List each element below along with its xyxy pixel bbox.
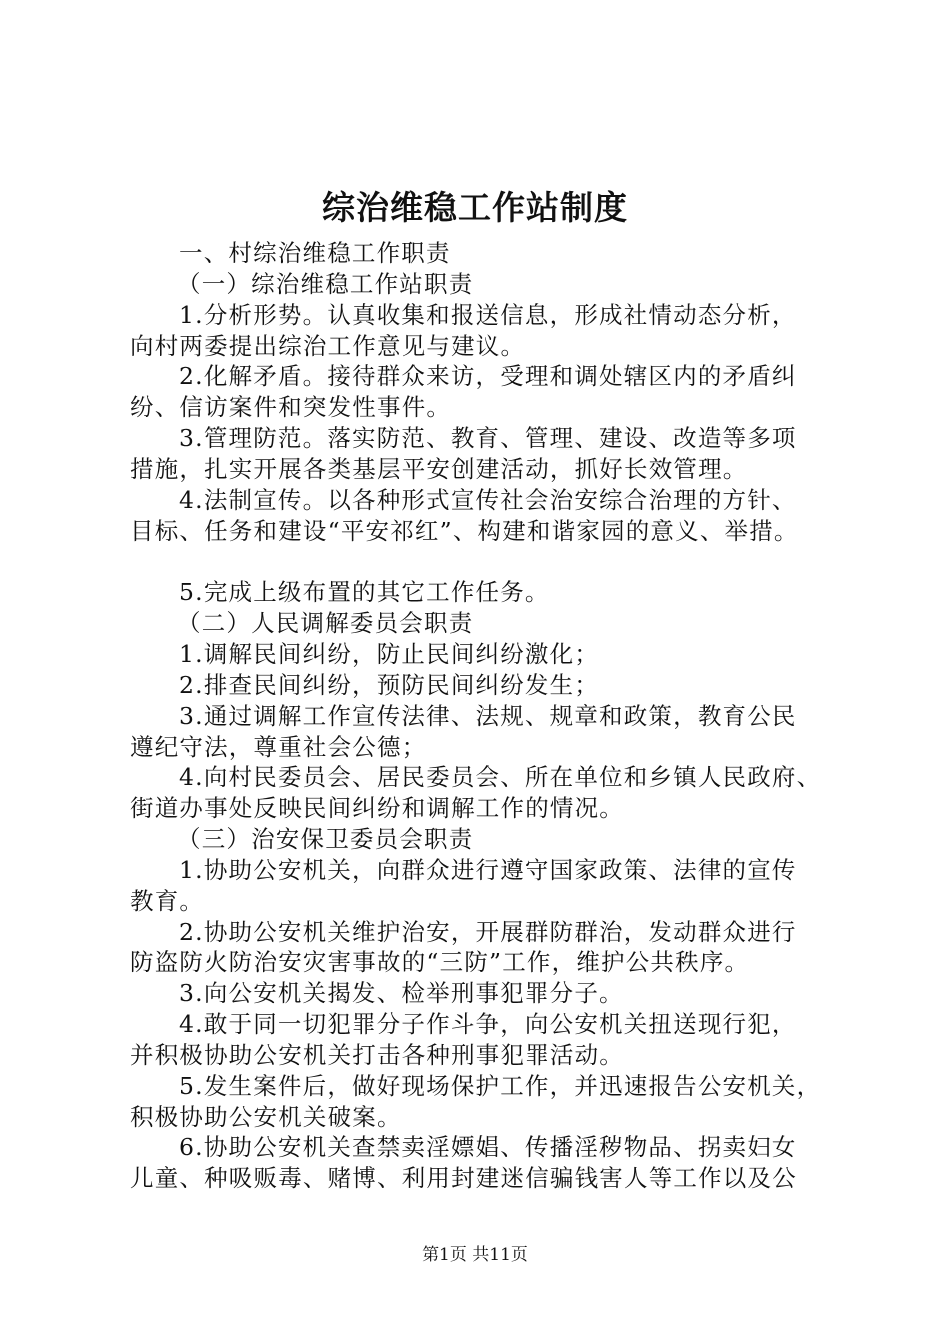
paragraph-line: 1.分析形势。认真收集和报送信息，形成社情动态分析，: [179, 300, 797, 329]
paragraph-line: 并积极协助公安机关打击各种刑事犯罪活动。: [130, 1040, 624, 1069]
paragraph-line: 2.协助公安机关维护治安，开展群防群治，发动群众进行: [179, 917, 797, 946]
blank-line: [130, 546, 850, 577]
paragraph-line: 5.发生案件后，做好现场保护工作，并迅速报告公安机关，: [179, 1071, 822, 1100]
subsection-heading: （二）人民调解委员会职责: [177, 609, 474, 638]
paragraph-line: 措施，扎实开展各类基层平安创建活动，抓好长效管理。: [130, 454, 748, 483]
paragraph-line: 3.通过调解工作宣传法律、法规、规章和政策，教育公民: [179, 701, 797, 730]
paragraph-line: 3.管理防范。落实防范、教育、管理、建设、改造等多项: [179, 424, 797, 453]
paragraph-line: 纷、信访案件和突发性事件。: [130, 393, 452, 422]
paragraph-line: 3.向公安机关揭发、检举刑事犯罪分子。: [179, 979, 624, 1008]
subsection-heading: （三）治安保卫委员会职责: [177, 825, 474, 854]
section-heading: 一、村综治维稳工作职责: [179, 239, 451, 267]
paragraph-line: 街道办事处反映民间纠纷和调解工作的情况。: [130, 794, 624, 823]
document-body: [130, 238, 850, 1194]
paragraph-line: 4.向村民委员会、居民委员会、所在单位和乡镇人民政府、: [179, 763, 822, 792]
paragraph-line: 5.完成上级布置的其它工作任务。: [179, 578, 550, 607]
paragraph-line: 儿童、种吸贩毒、赌博、利用封建迷信骗钱害人等工作以及公: [130, 1164, 797, 1193]
document-title: 综治维稳工作站制度: [322, 188, 628, 227]
paragraph-line: 积极协助公安机关破案。: [130, 1102, 402, 1131]
paragraph-line: 2.化解矛盾。接待群众来访，受理和调处辖区内的矛盾纠: [179, 362, 797, 391]
paragraph-line: 4.敢于同一切犯罪分子作斗争，向公安机关扭送现行犯，: [179, 1010, 797, 1039]
paragraph-line: 向村两委提出综治工作意见与建议。: [130, 331, 526, 360]
paragraph-line: 6.协助公安机关查禁卖淫嫖娼、传播淫秽物品、拐卖妇女: [179, 1133, 797, 1162]
paragraph-line: 2.排查民间纠纷，预防民间纠纷发生；: [179, 670, 600, 699]
paragraph-line: 目标、任务和建设“平安祁红”、构建和谐家园的意义、举措。: [130, 516, 799, 545]
paragraph-line: 1.协助公安机关，向群众进行遵守国家政策、法律的宣传: [179, 855, 797, 884]
paragraph-line: 防盗防火防治安灾害事故的“三防”工作，维护公共秩序。: [130, 948, 750, 977]
paragraph-line: 1.调解民间纠纷，防止民间纠纷激化；: [179, 639, 600, 668]
paragraph-line: 教育。: [130, 886, 205, 915]
paragraph-line: 4.法制宣传。以各种形式宣传社会治安综合治理的方针、: [179, 485, 797, 514]
subsection-heading: （一）综治维稳工作站职责: [177, 269, 474, 298]
paragraph-line: 遵纪守法，尊重社会公德；: [130, 732, 427, 761]
page-footer: 第1页 共11页: [422, 1245, 528, 1265]
